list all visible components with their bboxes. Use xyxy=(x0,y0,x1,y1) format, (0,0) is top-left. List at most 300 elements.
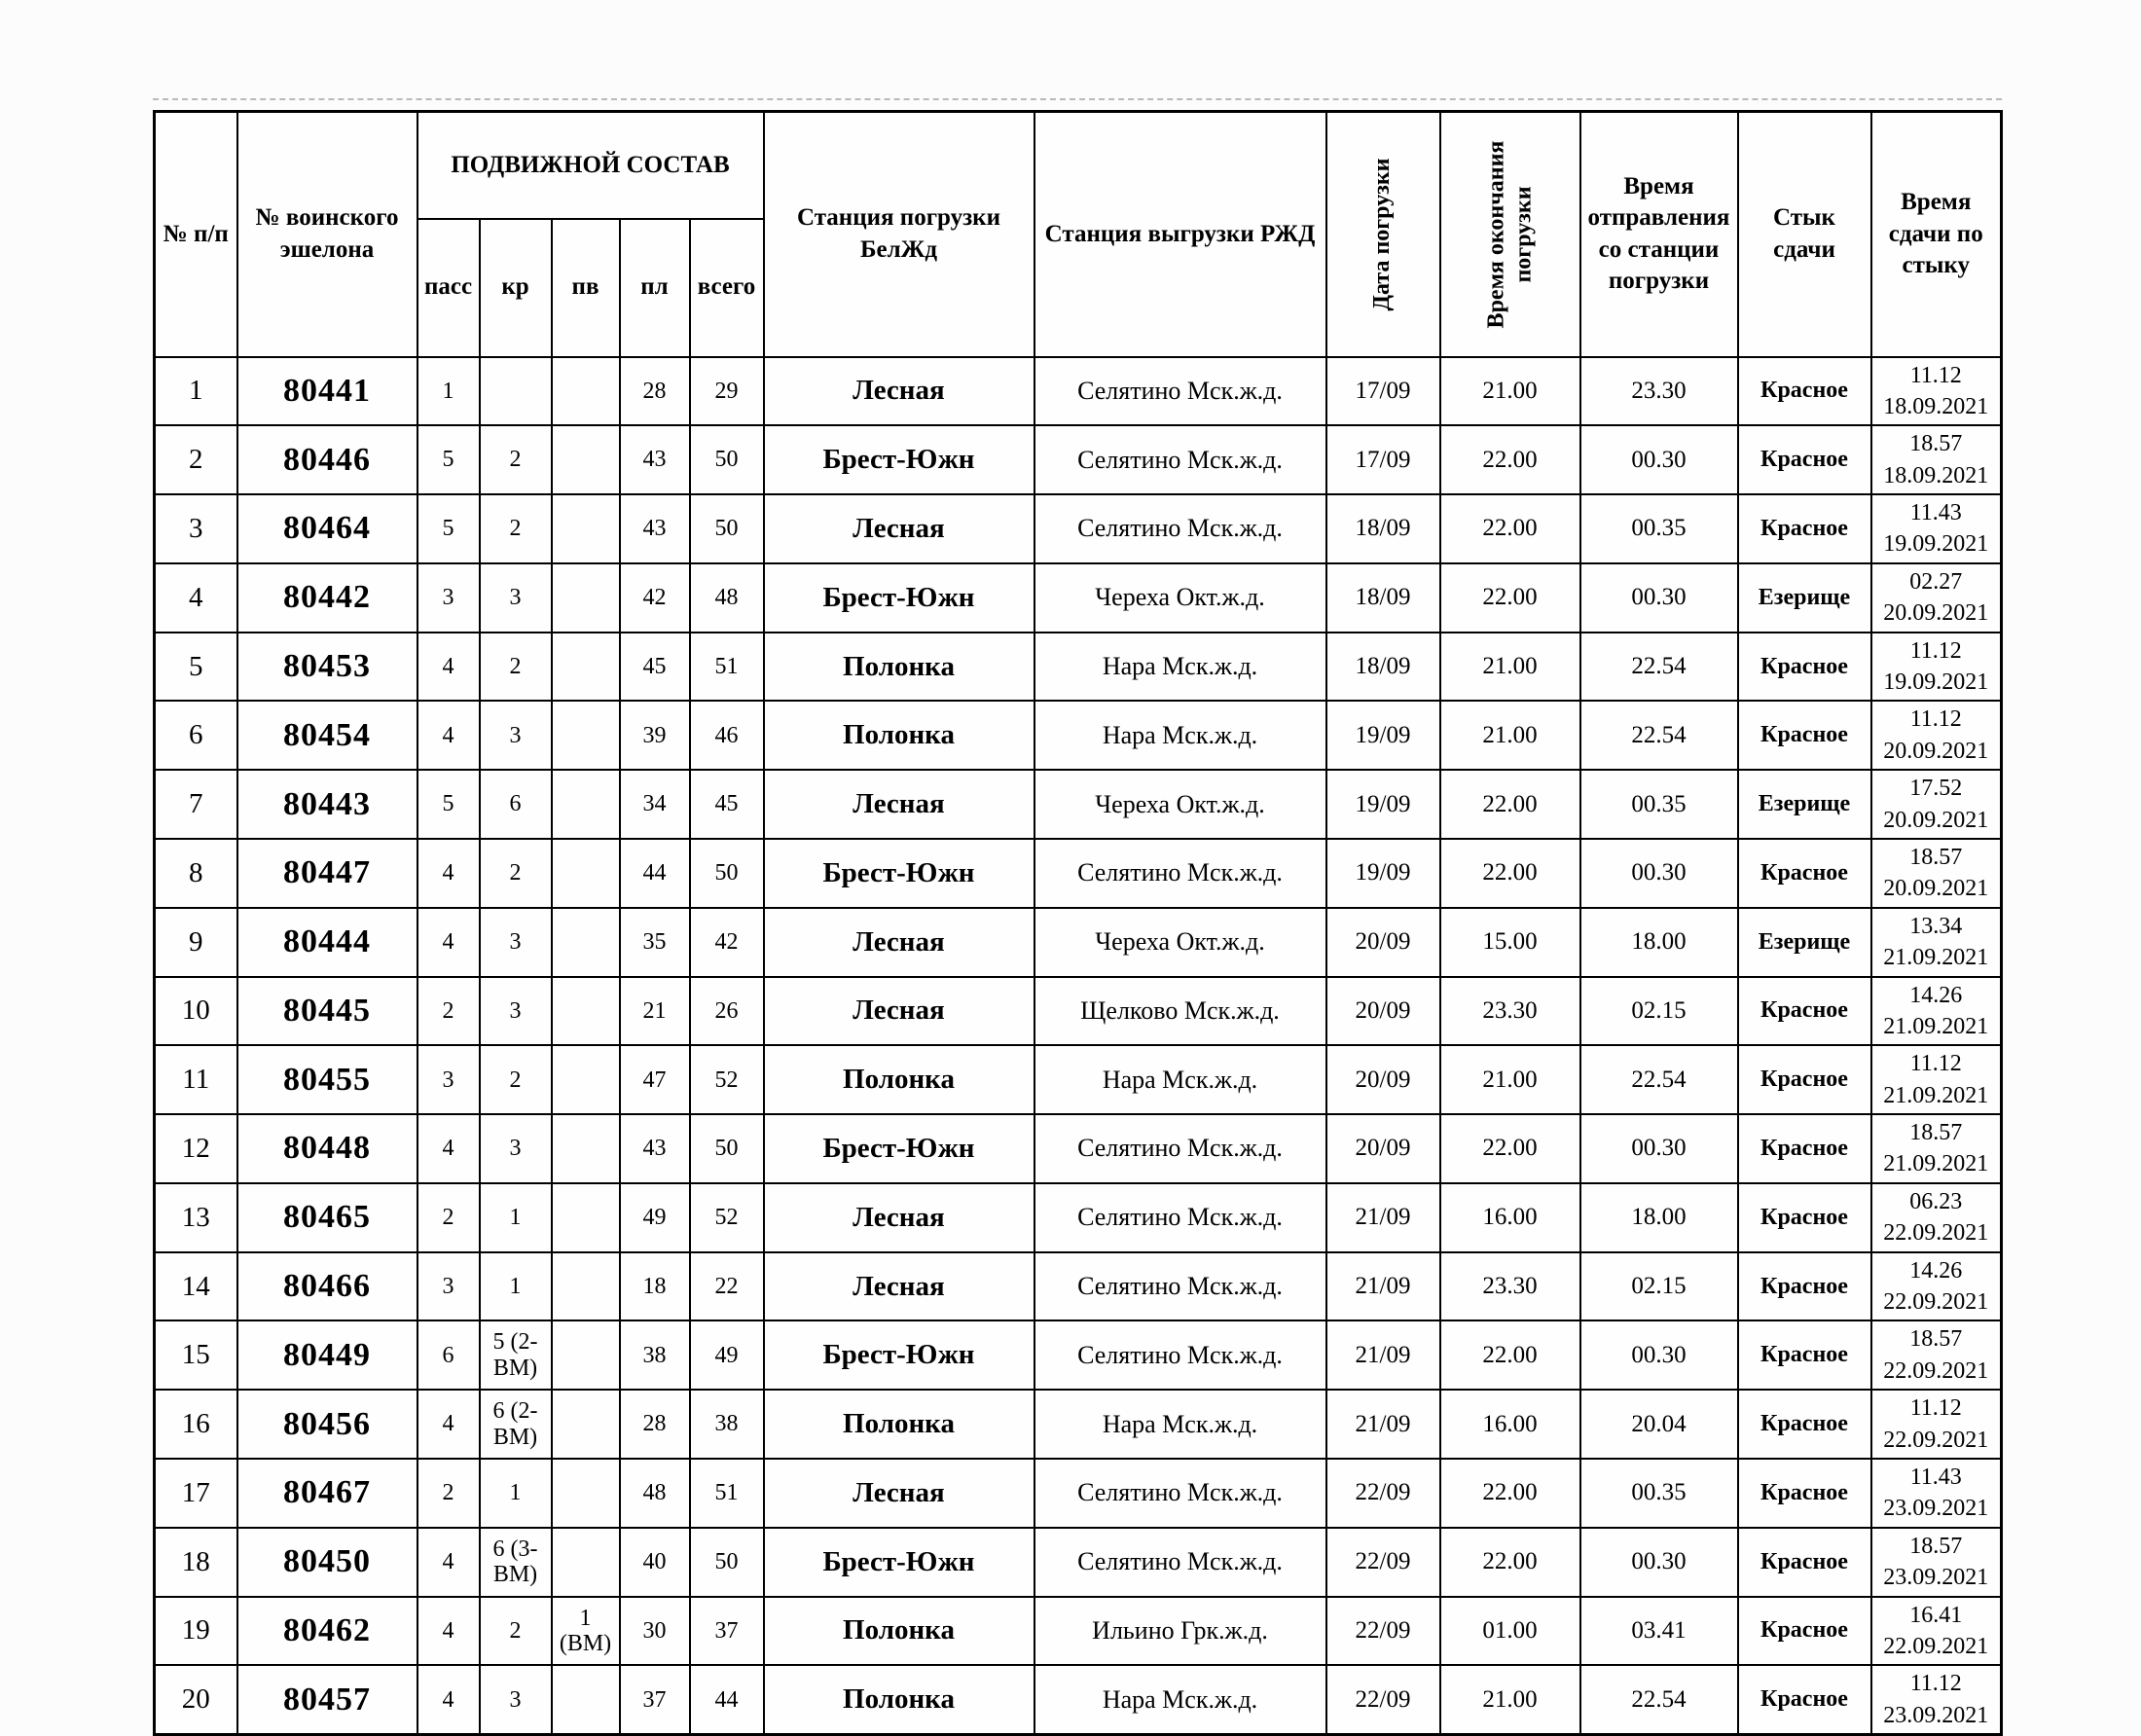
transfer-time xyxy=(1871,1320,2002,1390)
pv-cars xyxy=(552,1183,620,1252)
loading-date: 20/09 xyxy=(1326,1114,1440,1183)
pass-cars: 4 xyxy=(417,839,480,908)
transfer-time xyxy=(1871,770,2002,839)
covered-cars: 6 (3-ВМ) xyxy=(480,1528,552,1597)
junction-name: Красное xyxy=(1738,425,1871,494)
departure-time: 02.15 xyxy=(1580,977,1738,1046)
unloading-station: Селятино Мск.ж.д. xyxy=(1034,1183,1326,1252)
platform-cars: 35 xyxy=(620,908,690,977)
covered-cars: 3 xyxy=(480,1665,552,1734)
pv-cars: 1 (ВМ) xyxy=(552,1597,620,1666)
pv-cars xyxy=(552,1528,620,1597)
loading-end-time: 22.00 xyxy=(1440,563,1580,633)
loading-station: Брест-Южн xyxy=(764,563,1034,633)
train-number: 80456 xyxy=(237,1390,417,1459)
transfer-date-value: 21.09.2021 xyxy=(1883,1082,1989,1108)
table-row xyxy=(155,1114,2002,1183)
pv-cars xyxy=(552,1114,620,1183)
transfer-date-value: 19.09.2021 xyxy=(1883,669,1989,696)
pv-cars xyxy=(552,563,620,633)
header-loading-station: Станция погрузки БелЖд xyxy=(764,112,1034,357)
departure-time: 00.30 xyxy=(1580,563,1738,633)
loading-date: 19/09 xyxy=(1326,701,1440,770)
train-number: 80446 xyxy=(237,425,417,494)
military-train-schedule-table xyxy=(153,110,2003,1736)
transfer-date-value: 18.09.2021 xyxy=(1883,393,1989,419)
transfer-time xyxy=(1871,633,2002,702)
pv-cars xyxy=(552,357,620,426)
loading-date: 18/09 xyxy=(1326,494,1440,563)
total-cars: 52 xyxy=(690,1045,764,1114)
train-number: 80448 xyxy=(237,1114,417,1183)
platform-cars: 38 xyxy=(620,1320,690,1390)
transfer-time-value: 02.27 xyxy=(1909,568,1963,595)
pv-cars xyxy=(552,1459,620,1528)
transfer-time xyxy=(1871,701,2002,770)
train-number: 80465 xyxy=(237,1183,417,1252)
loading-station: Лесная xyxy=(764,1252,1034,1321)
loading-end-time: 22.00 xyxy=(1440,770,1580,839)
unloading-station: Нара Мск.ж.д. xyxy=(1034,701,1326,770)
platform-cars: 18 xyxy=(620,1252,690,1321)
junction-name: Красное xyxy=(1738,701,1871,770)
platform-cars: 43 xyxy=(620,1114,690,1183)
platform-cars: 21 xyxy=(620,977,690,1046)
loading-end-time: 16.00 xyxy=(1440,1390,1580,1459)
pass-cars: 2 xyxy=(417,1183,480,1252)
total-cars: 50 xyxy=(690,1528,764,1597)
loading-end-time: 22.00 xyxy=(1440,1528,1580,1597)
table-row xyxy=(155,908,2002,977)
transfer-time-value: 11.12 xyxy=(1909,1051,1962,1077)
junction-name: Красное xyxy=(1738,1597,1871,1666)
junction-name: Красное xyxy=(1738,1390,1871,1459)
total-cars: 48 xyxy=(690,563,764,633)
header-transfer-time: Время сдачи по стыку xyxy=(1871,112,2002,357)
unloading-station: Череха Окт.ж.д. xyxy=(1034,770,1326,839)
covered-cars: 2 xyxy=(480,839,552,908)
loading-end-time: 16.00 xyxy=(1440,1183,1580,1252)
pass-cars: 4 xyxy=(417,1597,480,1666)
transfer-time xyxy=(1871,494,2002,563)
loading-date: 17/09 xyxy=(1326,425,1440,494)
total-cars: 22 xyxy=(690,1252,764,1321)
departure-time: 22.54 xyxy=(1580,1045,1738,1114)
header-loading-date: Дата погрузки xyxy=(1326,112,1440,357)
unloading-station: Селятино Мск.ж.д. xyxy=(1034,425,1326,494)
loading-station: Лесная xyxy=(764,357,1034,426)
transfer-time xyxy=(1871,1045,2002,1114)
header-total-cars: всего xyxy=(690,219,764,357)
loading-station: Лесная xyxy=(764,770,1034,839)
header-unloading-station: Станция выгрузки РЖД xyxy=(1034,112,1326,357)
transfer-date-value: 19.09.2021 xyxy=(1883,531,1989,558)
transfer-time-value: 11.43 xyxy=(1909,500,1962,526)
junction-name: Красное xyxy=(1738,494,1871,563)
loading-station: Брест-Южн xyxy=(764,1114,1034,1183)
junction-name: Езерище xyxy=(1738,563,1871,633)
pass-cars: 2 xyxy=(417,1459,480,1528)
unloading-station: Нара Мск.ж.д. xyxy=(1034,633,1326,702)
loading-station: Полонка xyxy=(764,1045,1034,1114)
departure-time: 03.41 xyxy=(1580,1597,1738,1666)
pass-cars: 3 xyxy=(417,1252,480,1321)
platform-cars: 37 xyxy=(620,1665,690,1734)
train-number: 80444 xyxy=(237,908,417,977)
train-number: 80454 xyxy=(237,701,417,770)
transfer-date-value: 23.09.2021 xyxy=(1883,1496,1989,1522)
unloading-station: Нара Мск.ж.д. xyxy=(1034,1045,1326,1114)
loading-end-time: 21.00 xyxy=(1440,1045,1580,1114)
loading-date: 20/09 xyxy=(1326,1045,1440,1114)
unloading-station: Селятино Мск.ж.д. xyxy=(1034,1528,1326,1597)
table-row xyxy=(155,770,2002,839)
covered-cars: 2 xyxy=(480,1045,552,1114)
junction-name: Красное xyxy=(1738,1183,1871,1252)
loading-station: Лесная xyxy=(764,1183,1034,1252)
loading-date: 18/09 xyxy=(1326,633,1440,702)
pv-cars xyxy=(552,701,620,770)
loading-end-time: 22.00 xyxy=(1440,425,1580,494)
pass-cars: 3 xyxy=(417,1045,480,1114)
pass-cars: 4 xyxy=(417,701,480,770)
covered-cars: 5 (2-ВМ) xyxy=(480,1320,552,1390)
table-row xyxy=(155,1665,2002,1734)
unloading-station: Нара Мск.ж.д. xyxy=(1034,1665,1326,1734)
transfer-time-value: 11.12 xyxy=(1909,362,1962,388)
departure-time: 18.00 xyxy=(1580,908,1738,977)
loading-date: 20/09 xyxy=(1326,977,1440,1046)
transfer-date-value: 21.09.2021 xyxy=(1883,945,1989,971)
platform-cars: 34 xyxy=(620,770,690,839)
loading-date: 22/09 xyxy=(1326,1528,1440,1597)
train-number: 80464 xyxy=(237,494,417,563)
scan-artifact-line xyxy=(153,98,2002,100)
covered-cars: 1 xyxy=(480,1459,552,1528)
covered-cars: 1 xyxy=(480,1183,552,1252)
platform-cars: 44 xyxy=(620,839,690,908)
loading-station: Лесная xyxy=(764,494,1034,563)
junction-name: Езерище xyxy=(1738,908,1871,977)
loading-date: 19/09 xyxy=(1326,770,1440,839)
loading-station: Полонка xyxy=(764,1597,1034,1666)
pv-cars xyxy=(552,908,620,977)
transfer-time-value: 11.12 xyxy=(1909,1395,1962,1422)
departure-time: 00.35 xyxy=(1580,494,1738,563)
table-row xyxy=(155,425,2002,494)
total-cars: 46 xyxy=(690,701,764,770)
unloading-station: Селятино Мск.ж.д. xyxy=(1034,1320,1326,1390)
transfer-time-value: 11.12 xyxy=(1909,706,1962,733)
loading-date: 21/09 xyxy=(1326,1183,1440,1252)
header-pv-cars: пв xyxy=(552,219,620,357)
unloading-station: Селятино Мск.ж.д. xyxy=(1034,494,1326,563)
pass-cars: 5 xyxy=(417,425,480,494)
loading-station: Полонка xyxy=(764,1390,1034,1459)
loading-date: 22/09 xyxy=(1326,1665,1440,1734)
row-number: 13 xyxy=(155,1183,237,1252)
total-cars: 45 xyxy=(690,770,764,839)
platform-cars: 40 xyxy=(620,1528,690,1597)
transfer-time-value: 14.26 xyxy=(1909,1257,1963,1284)
loading-station: Лесная xyxy=(764,977,1034,1046)
loading-date: 21/09 xyxy=(1326,1320,1440,1390)
transfer-time xyxy=(1871,1183,2002,1252)
transfer-date-value: 21.09.2021 xyxy=(1883,1013,1989,1039)
row-number: 17 xyxy=(155,1459,237,1528)
header-row-number: № п/п xyxy=(155,112,237,357)
row-number: 14 xyxy=(155,1252,237,1321)
train-number: 80447 xyxy=(237,839,417,908)
transfer-time-value: 18.57 xyxy=(1909,1533,1963,1559)
row-number: 8 xyxy=(155,839,237,908)
loading-station: Брест-Южн xyxy=(764,1528,1034,1597)
departure-time: 18.00 xyxy=(1580,1183,1738,1252)
covered-cars: 3 xyxy=(480,701,552,770)
transfer-time-value: 18.57 xyxy=(1909,1326,1963,1353)
junction-name: Красное xyxy=(1738,977,1871,1046)
covered-cars: 3 xyxy=(480,908,552,977)
table-row xyxy=(155,357,2002,426)
row-number: 16 xyxy=(155,1390,237,1459)
total-cars: 50 xyxy=(690,1114,764,1183)
junction-name: Красное xyxy=(1738,1045,1871,1114)
loading-end-time: 23.30 xyxy=(1440,977,1580,1046)
transfer-date-value: 20.09.2021 xyxy=(1883,738,1989,764)
departure-time: 00.30 xyxy=(1580,425,1738,494)
loading-station: Полонка xyxy=(764,1665,1034,1734)
transfer-time xyxy=(1871,1528,2002,1597)
table-row xyxy=(155,633,2002,702)
loading-date: 18/09 xyxy=(1326,563,1440,633)
table-header xyxy=(155,112,2002,357)
pass-cars: 2 xyxy=(417,977,480,1046)
transfer-date-value: 22.09.2021 xyxy=(1883,1289,1989,1316)
transfer-time-value: 11.12 xyxy=(1909,1671,1962,1697)
transfer-date-value: 22.09.2021 xyxy=(1883,1427,1989,1453)
total-cars: 38 xyxy=(690,1390,764,1459)
pass-cars: 3 xyxy=(417,563,480,633)
transfer-time xyxy=(1871,977,2002,1046)
train-number: 80462 xyxy=(237,1597,417,1666)
loading-station: Брест-Южн xyxy=(764,1320,1034,1390)
departure-time: 00.30 xyxy=(1580,1320,1738,1390)
departure-time: 22.54 xyxy=(1580,1665,1738,1734)
covered-cars xyxy=(480,357,552,426)
row-number: 1 xyxy=(155,357,237,426)
pass-cars: 1 xyxy=(417,357,480,426)
unloading-station: Селятино Мск.ж.д. xyxy=(1034,1114,1326,1183)
covered-cars: 2 xyxy=(480,1597,552,1666)
pass-cars: 4 xyxy=(417,1665,480,1734)
transfer-date-value: 22.09.2021 xyxy=(1883,1633,1989,1659)
row-number: 6 xyxy=(155,701,237,770)
table-row xyxy=(155,1252,2002,1321)
junction-name: Красное xyxy=(1738,1114,1871,1183)
transfer-time xyxy=(1871,563,2002,633)
loading-end-time: 21.00 xyxy=(1440,357,1580,426)
covered-cars: 1 xyxy=(480,1252,552,1321)
transfer-time-value: 06.23 xyxy=(1909,1188,1963,1214)
loading-date: 22/09 xyxy=(1326,1459,1440,1528)
transfer-time xyxy=(1871,1597,2002,1666)
pass-cars: 4 xyxy=(417,633,480,702)
train-number: 80457 xyxy=(237,1665,417,1734)
junction-name: Красное xyxy=(1738,357,1871,426)
pass-cars: 5 xyxy=(417,494,480,563)
header-rolling-stock: ПОДВИЖНОЙ СОСТАВ xyxy=(417,112,764,219)
total-cars: 50 xyxy=(690,839,764,908)
total-cars: 49 xyxy=(690,1320,764,1390)
transfer-time-value: 18.57 xyxy=(1909,844,1963,870)
pv-cars xyxy=(552,1390,620,1459)
covered-cars: 6 (2-ВМ) xyxy=(480,1390,552,1459)
train-number: 80467 xyxy=(237,1459,417,1528)
junction-name: Красное xyxy=(1738,1252,1871,1321)
table-row xyxy=(155,1390,2002,1459)
row-number: 15 xyxy=(155,1320,237,1390)
loading-station: Лесная xyxy=(764,1459,1034,1528)
table-row xyxy=(155,1459,2002,1528)
pass-cars: 4 xyxy=(417,1114,480,1183)
pass-cars: 4 xyxy=(417,1528,480,1597)
transfer-time xyxy=(1871,839,2002,908)
total-cars: 50 xyxy=(690,494,764,563)
loading-end-time: 22.00 xyxy=(1440,1320,1580,1390)
pass-cars: 6 xyxy=(417,1320,480,1390)
total-cars: 42 xyxy=(690,908,764,977)
table-row xyxy=(155,839,2002,908)
table-row xyxy=(155,701,2002,770)
unloading-station: Селятино Мск.ж.д. xyxy=(1034,839,1326,908)
pv-cars xyxy=(552,425,620,494)
transfer-time xyxy=(1871,425,2002,494)
junction-name: Красное xyxy=(1738,1528,1871,1597)
total-cars: 50 xyxy=(690,425,764,494)
departure-time: 00.30 xyxy=(1580,1114,1738,1183)
transfer-time-value: 17.52 xyxy=(1909,776,1963,802)
row-number: 2 xyxy=(155,425,237,494)
departure-time: 00.30 xyxy=(1580,839,1738,908)
pv-cars xyxy=(552,1252,620,1321)
loading-end-time: 01.00 xyxy=(1440,1597,1580,1666)
platform-cars: 48 xyxy=(620,1459,690,1528)
table-row xyxy=(155,1320,2002,1390)
platform-cars: 42 xyxy=(620,563,690,633)
loading-station: Полонка xyxy=(764,633,1034,702)
loading-date: 21/09 xyxy=(1326,1252,1440,1321)
row-number: 19 xyxy=(155,1597,237,1666)
pv-cars xyxy=(552,633,620,702)
loading-end-time: 21.00 xyxy=(1440,633,1580,702)
table-row xyxy=(155,1183,2002,1252)
loading-date: 20/09 xyxy=(1326,908,1440,977)
pv-cars xyxy=(552,1320,620,1390)
header-loading-end-time: Время окончания погрузки xyxy=(1440,112,1580,357)
row-number: 11 xyxy=(155,1045,237,1114)
pass-cars: 4 xyxy=(417,908,480,977)
transfer-date-value: 23.09.2021 xyxy=(1883,1702,1989,1728)
platform-cars: 30 xyxy=(620,1597,690,1666)
transfer-time xyxy=(1871,1114,2002,1183)
transfer-date-value: 20.09.2021 xyxy=(1883,600,1989,627)
loading-end-time: 22.00 xyxy=(1440,839,1580,908)
covered-cars: 3 xyxy=(480,977,552,1046)
train-number: 80449 xyxy=(237,1320,417,1390)
table-row xyxy=(155,1045,2002,1114)
row-number: 7 xyxy=(155,770,237,839)
covered-cars: 3 xyxy=(480,1114,552,1183)
train-number: 80455 xyxy=(237,1045,417,1114)
table-row xyxy=(155,1597,2002,1666)
train-number: 80443 xyxy=(237,770,417,839)
platform-cars: 28 xyxy=(620,1390,690,1459)
transfer-date-value: 21.09.2021 xyxy=(1883,1151,1989,1177)
departure-time: 00.30 xyxy=(1580,1528,1738,1597)
loading-date: 17/09 xyxy=(1326,357,1440,426)
train-number: 80442 xyxy=(237,563,417,633)
departure-time: 00.35 xyxy=(1580,1459,1738,1528)
loading-end-time: 21.00 xyxy=(1440,1665,1580,1734)
transfer-date-value: 23.09.2021 xyxy=(1883,1565,1989,1591)
header-covered-cars: кр xyxy=(480,219,552,357)
transfer-time xyxy=(1871,908,2002,977)
loading-end-time: 15.00 xyxy=(1440,908,1580,977)
transfer-time-value: 16.41 xyxy=(1909,1602,1963,1628)
train-number: 80450 xyxy=(237,1528,417,1597)
junction-name: Езерище xyxy=(1738,770,1871,839)
train-number: 80445 xyxy=(237,977,417,1046)
total-cars: 51 xyxy=(690,633,764,702)
train-number: 80453 xyxy=(237,633,417,702)
header-junction: Стык сдачи xyxy=(1738,112,1871,357)
transfer-time-value: 18.57 xyxy=(1909,431,1963,457)
covered-cars: 3 xyxy=(480,563,552,633)
total-cars: 51 xyxy=(690,1459,764,1528)
covered-cars: 2 xyxy=(480,633,552,702)
loading-end-time: 21.00 xyxy=(1440,701,1580,770)
unloading-station: Череха Окт.ж.д. xyxy=(1034,563,1326,633)
junction-name: Красное xyxy=(1738,633,1871,702)
unloading-station: Нара Мск.ж.д. xyxy=(1034,1390,1326,1459)
pv-cars xyxy=(552,1045,620,1114)
loading-end-time: 23.30 xyxy=(1440,1252,1580,1321)
total-cars: 26 xyxy=(690,977,764,1046)
header-departure-time: Время отправления со станции погрузки xyxy=(1580,112,1738,357)
unloading-station: Щелково Мск.ж.д. xyxy=(1034,977,1326,1046)
row-number: 10 xyxy=(155,977,237,1046)
platform-cars: 43 xyxy=(620,494,690,563)
covered-cars: 6 xyxy=(480,770,552,839)
transfer-time-value: 18.57 xyxy=(1909,1120,1963,1146)
loading-date: 21/09 xyxy=(1326,1390,1440,1459)
pv-cars xyxy=(552,1665,620,1734)
row-number: 20 xyxy=(155,1665,237,1734)
total-cars: 29 xyxy=(690,357,764,426)
total-cars: 44 xyxy=(690,1665,764,1734)
loading-end-time: 22.00 xyxy=(1440,494,1580,563)
transfer-time-value: 14.26 xyxy=(1909,982,1963,1008)
pv-cars xyxy=(552,977,620,1046)
unloading-station: Ильино Грк.ж.д. xyxy=(1034,1597,1326,1666)
transfer-time-value: 13.34 xyxy=(1909,913,1963,939)
loading-station: Брест-Южн xyxy=(764,839,1034,908)
loading-station: Брест-Южн xyxy=(764,425,1034,494)
departure-time: 22.54 xyxy=(1580,633,1738,702)
loading-station: Полонка xyxy=(764,701,1034,770)
transfer-date-value: 22.09.2021 xyxy=(1883,1220,1989,1247)
platform-cars: 45 xyxy=(620,633,690,702)
